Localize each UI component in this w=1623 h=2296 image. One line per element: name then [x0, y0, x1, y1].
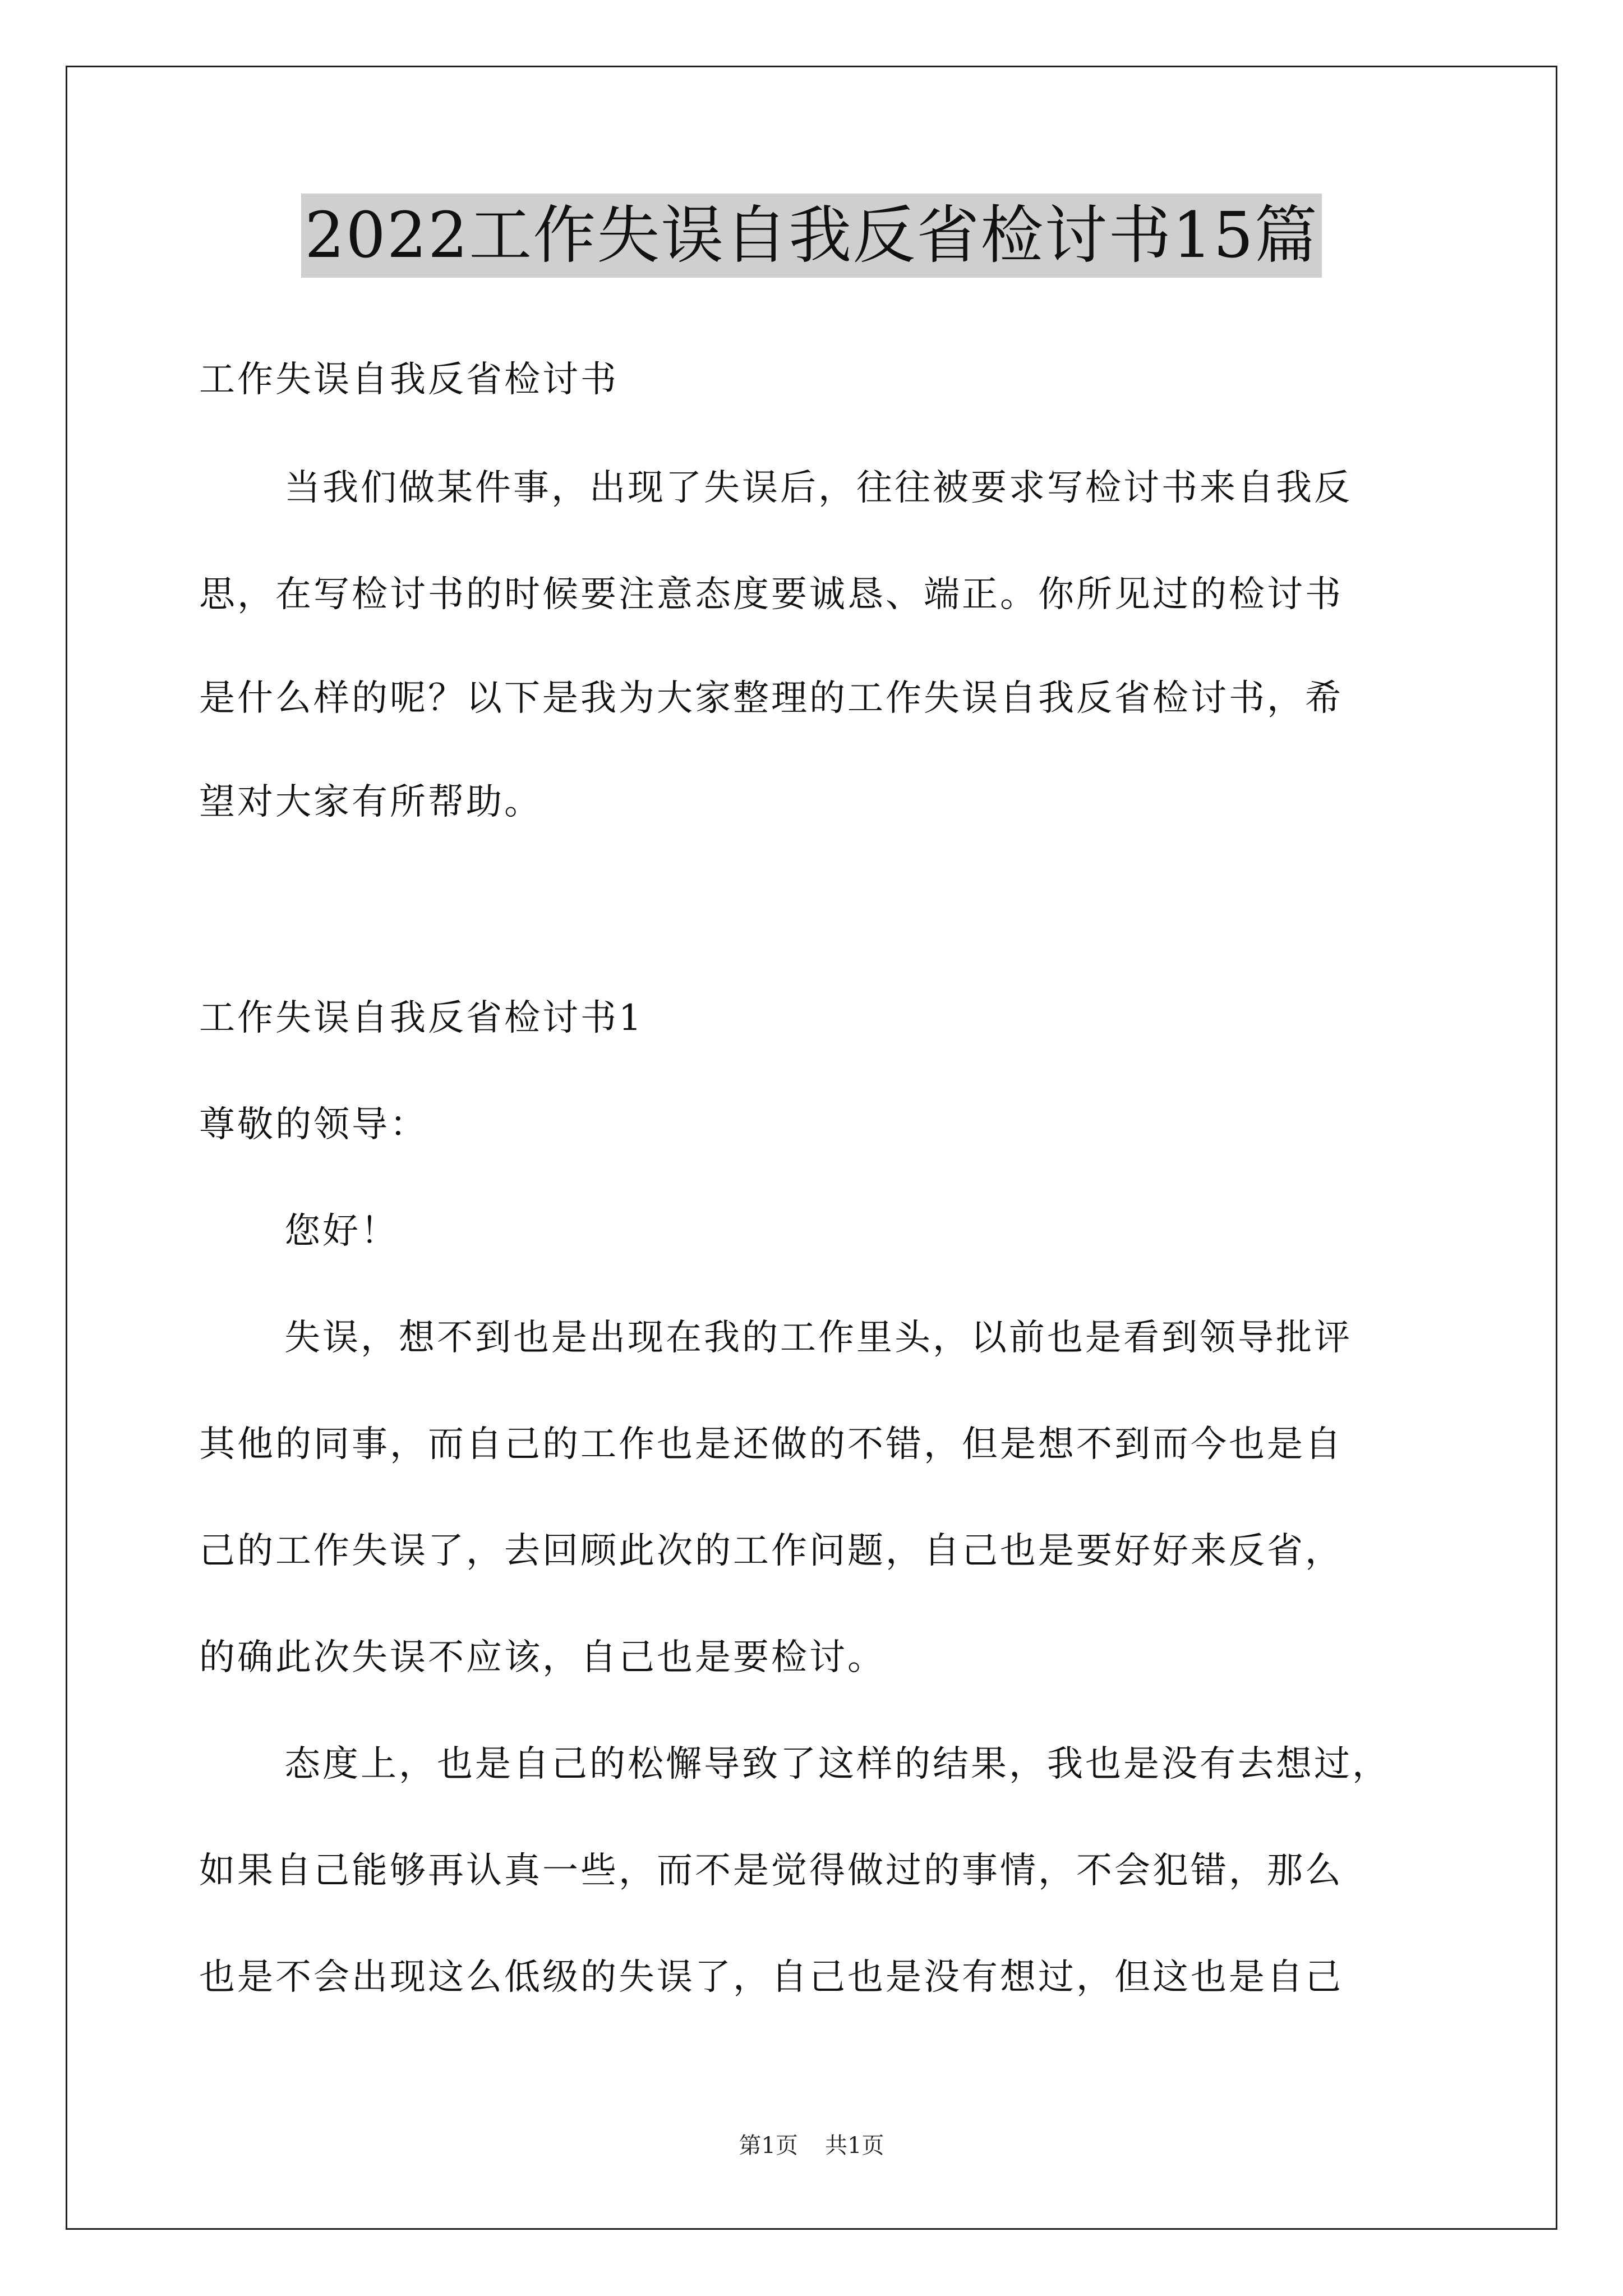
salutation: 尊敬的领导：: [199, 1104, 428, 1145]
intro-line: 思，在写检讨书的时候要注意态度要诚恳、端正。你所见过的检讨书: [199, 574, 1343, 615]
paragraph-line: 如果自己能够再认真一些，而不是觉得做过的事情，不会犯错，那么: [199, 1850, 1343, 1892]
paragraph-line: 态度上，也是自己的松懈导致了这样的结果，我也是没有去想过，: [284, 1743, 1390, 1785]
paragraph-line: 其他的同事，而自己的工作也是还做的不错，但是想不到而今也是自: [199, 1424, 1343, 1465]
intro-line: 当我们做某件事，出现了失误后，往往被要求写检讨书来自我反: [284, 467, 1352, 509]
intro-line: 望对大家有所帮助。: [199, 781, 542, 823]
paragraph-line: 也是不会出现这么低级的失误了，自己也是没有想过，但这也是自己: [199, 1957, 1343, 1998]
paragraph-line: 的确此次失误不应该，自己也是要检讨。: [199, 1637, 886, 1678]
paragraph-line: 失误，想不到也是出现在我的工作里头，以前也是看到领导批评: [284, 1317, 1352, 1359]
page-number-current: 第1页: [739, 2133, 798, 2159]
document-title: 2022工作失误自我反省检讨书15篇: [301, 194, 1322, 278]
page-footer: [0, 2129, 1623, 2162]
greeting: 您好！: [284, 1211, 399, 1252]
section-heading: 工作失误自我反省检讨书1: [199, 997, 644, 1039]
paragraph-line: 己的工作失误了，去回顾此次的工作问题，自己也是要好好来反省，: [199, 1530, 1343, 1572]
intro-line: 是什么样的呢？以下是我为大家整理的工作失误自我反省检讨书，希: [199, 678, 1343, 719]
page-number-total: 共1页: [825, 2133, 884, 2159]
intro-heading: 工作失误自我反省检讨书: [199, 359, 619, 401]
title-container: [0, 194, 1623, 278]
